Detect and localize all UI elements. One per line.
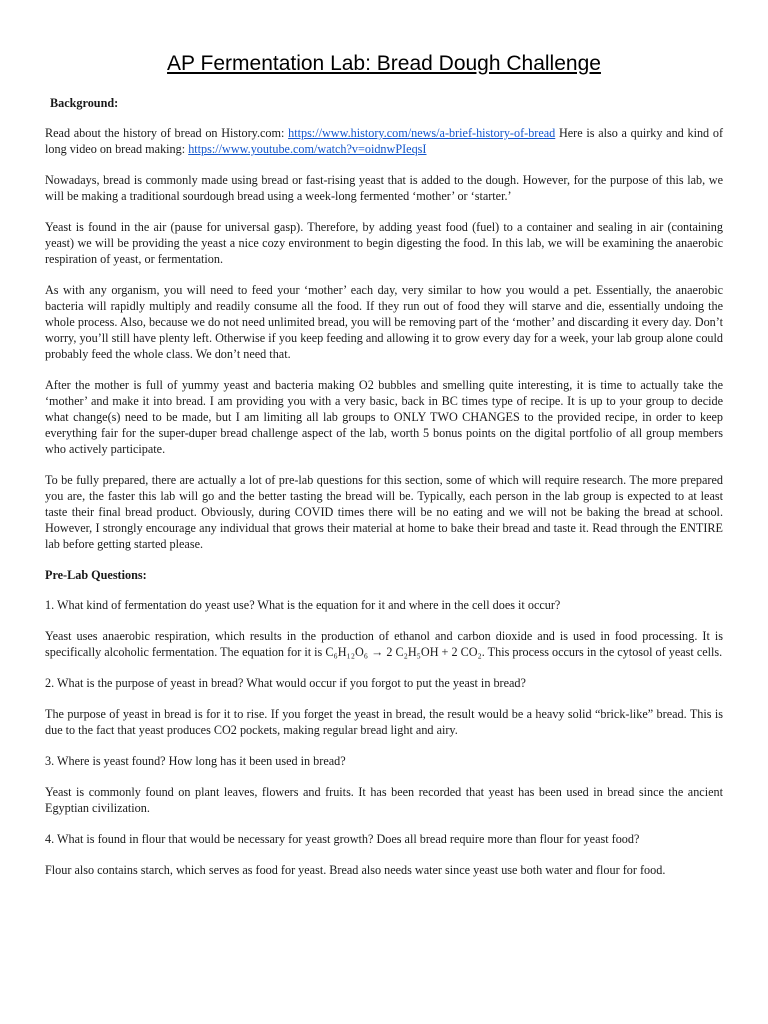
prelab-question-2: 2. What is the purpose of yeast in bread? What would occur if you forgot to put the yeast in bread? <box>45 676 526 690</box>
history-intro-text: Read about the history of bread on History.com: <box>45 126 289 140</box>
prelab-answer-2: The purpose of yeast in bread is for it to rise. If you forget the yeast in bread, the result would be a heavy solid “brick-like” bread. This is due to the fact that yeast produces CO2 pockets, making regular bread light and airy. <box>45 707 723 737</box>
background-heading: Background: <box>50 96 119 110</box>
prelab-answer-4: Flour also contains starch, which serves as food for yeast. Bread also needs water since yeast use both water and flour for food. <box>45 863 666 877</box>
background-paragraph-4: As with any organism, you will need to feed your ‘mother’ each day, very similar to how you would a pet. Essentially, the anaerobic bacteria will rapidly multiply and readily consume all the food. If they run out of food they will starve and die, essentially undoing the whole process. Also, because we do not need unlimited bread, you will be removing part of the ‘mother’ and discarding it every day. Don’t worry, you’ll still have plenty left. Otherwise if you keep feeding and allowing it to grow every day for a week, your lab group alone could probably feed the whole class. We don’t need that. <box>45 283 723 361</box>
background-paragraph-2: Nowadays, bread is commonly made using bread or fast-rising yeast that is added to the dough. However, for the purpose of this lab, we will be making a traditional sourdough bread using a week-long fermented ‘mother’ or ‘starter.’ <box>45 173 723 203</box>
prelab-heading: Pre-Lab Questions: <box>45 568 147 582</box>
document-body <box>45 95 723 893</box>
prelab-question-3: 3. Where is yeast found? How long has it been used in bread? <box>45 754 346 768</box>
youtube-video-link[interactable]: https://www.youtube.com/watch?v=oidnwPIeqsI <box>188 142 427 156</box>
video-intro-text: Here is also a quirky and kind of long video on bread making: <box>45 126 723 156</box>
prelab-answer-3: Yeast is commonly found on plant leaves, flowers and fruits. It has been recorded that yeast has been used in bread since the ancient Egyptian civilization. <box>45 785 723 815</box>
background-paragraph-3: Yeast is found in the air (pause for universal gasp). Therefore, by adding yeast food (fuel) to a container and sealing in air (containing yeast) we will be providing the yeast a nice cozy environment to begin digesting the food. In this lab, we will be examining the anaerobic respiration of yeast, or fermentation. <box>45 220 723 266</box>
background-paragraph-6: To be fully prepared, there are actually a lot of pre-lab questions for this section, some of which will require research. The more prepared you are, the faster this lab will go and the better tasting the bread will be. Typically, each person in the lab group is expected to at least taste their final bread product. Obviously, during COVID times there will be no eating and we will not be baking the bread at school. However, I strongly encourage any individual that grows their material at home to bake their bread and taste it. Read through the ENTIRE lab before getting started please. <box>45 473 723 551</box>
prelab-answer-1: Yeast uses anaerobic respiration, which results in the production of ethanol and carbon dioxide and is used in food processing. It is specifically alcoholic fermentation. The equation for it is C₆H₁₂O₆ → 2 C₂H₅OH + 2 CO₂. This process occurs in the cytosol of yeast cells. <box>45 629 723 659</box>
background-paragraph-5: After the mother is full of yummy yeast and bacteria making O2 bubbles and smelling quite interesting, it is time to actually take the ‘mother’ and make it into bread. I am providing you with a very basic, back in BC times type of recipe. It is up to your group to decide what change(s) need to be made, but I am limiting all lab groups to ONLY TWO CHANGES to the provided recipe, in order to keep everything fair for the super-duper bread challenge aspect of the lab, worth 5 bonus points on the digital portfolio of all group members who actively participate. <box>45 378 723 456</box>
prelab-question-1: 1. What kind of fermentation do yeast use? What is the equation for it and where in the cell does it occur? <box>45 598 561 612</box>
history-com-link[interactable]: https://www.history.com/news/a-brief-history-of-bread <box>288 126 556 140</box>
background-paragraph-1 <box>45 125 723 157</box>
document-title: AP Fermentation Lab: Bread Dough Challenge <box>167 52 601 75</box>
prelab-question-4: 4. What is found in flour that would be necessary for yeast growth? Does all bread require more than flour for yeast food? <box>45 832 640 846</box>
